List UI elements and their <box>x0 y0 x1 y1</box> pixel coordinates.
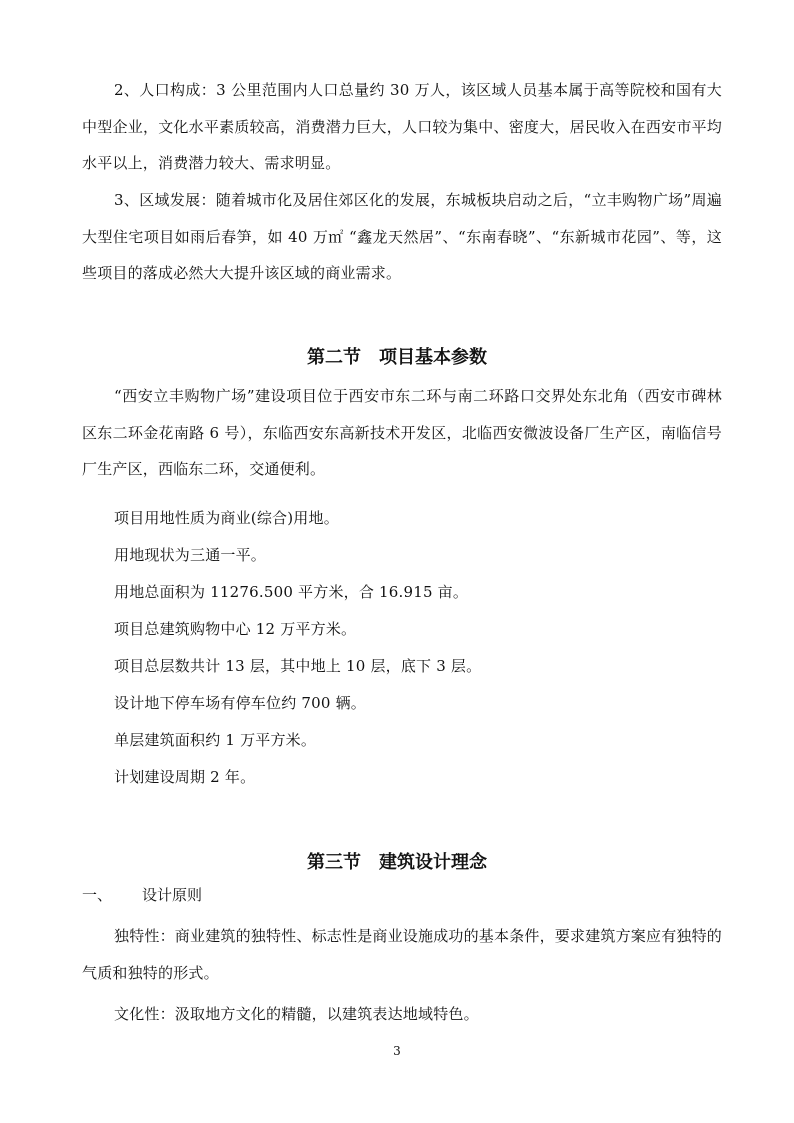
param-floor-area: 单层建筑面积约 1 万平方米。 <box>114 731 317 749</box>
param-land-status: 用地现状为三通一平。 <box>114 546 267 564</box>
design-principles-item <box>82 884 202 905</box>
param-floors: 项目总层数共计 13 层，其中地上 10 层，底下 3 层。 <box>114 657 482 675</box>
param-parking: 设计地下停车场有停车位约 700 辆。 <box>114 694 366 712</box>
item-title: 设计原则 <box>142 886 203 904</box>
section-2-heading: 第二节 项目基本参数 <box>307 347 487 368</box>
param-building-area: 项目总建筑购物中心 12 万平方米。 <box>114 620 357 638</box>
param-total-area: 用地总面积为 11276.500 平方米，合 16.915 亩。 <box>114 583 469 601</box>
param-land-use: 项目用地性质为商业(综合)用地。 <box>114 509 339 527</box>
paragraph-project-location: “西安立丰购物广场”建设项目位于西安市东二环与南二环路口交界处东北角（西安市碑林区东二环金花南路 6 号），东临西安东高新技术开发区，北临西安微波设备厂生产区，南临信号厂生产区，西临东二环，交通便利。 <box>82 387 722 478</box>
paragraph-regional-development: 3、区域发展：随着城市化及居住郊区化的发展，东城板块启动之后，“立丰购物广场”周遍大型住宅项目如雨后春笋，如 40 万㎡ “鑫龙天然居”、“东南春晓”、“东新城市花园”、等，这些项目的落成必然大大提升该区域的商业需求。 <box>82 191 722 282</box>
paragraph-uniqueness: 独特性：商业建筑的独特性、标志性是商业设施成功的基本条件，要求建筑方案应有独特的气质和独特的形式。 <box>82 927 723 982</box>
item-number: 一、 <box>82 886 113 904</box>
paragraph-culture: 文化性：汲取地方文化的精髓，以建筑表达地域特色。 <box>114 1005 479 1023</box>
page-number: 3 <box>393 1044 401 1058</box>
param-construction-period: 计划建设周期 2 年。 <box>114 768 256 786</box>
paragraph-population: 2、人口构成：3 公里范围内人口总量约 30 万人，该区域人员基本属于高等院校和国有大中型企业，文化水平素质较高，消费潜力巨大，人口较为集中、密度大，居民收入在西安市平均水平以上，消费潜力较大、需求明显。 <box>82 81 722 172</box>
section-3-heading: 第三节 建筑设计理念 <box>307 852 487 873</box>
